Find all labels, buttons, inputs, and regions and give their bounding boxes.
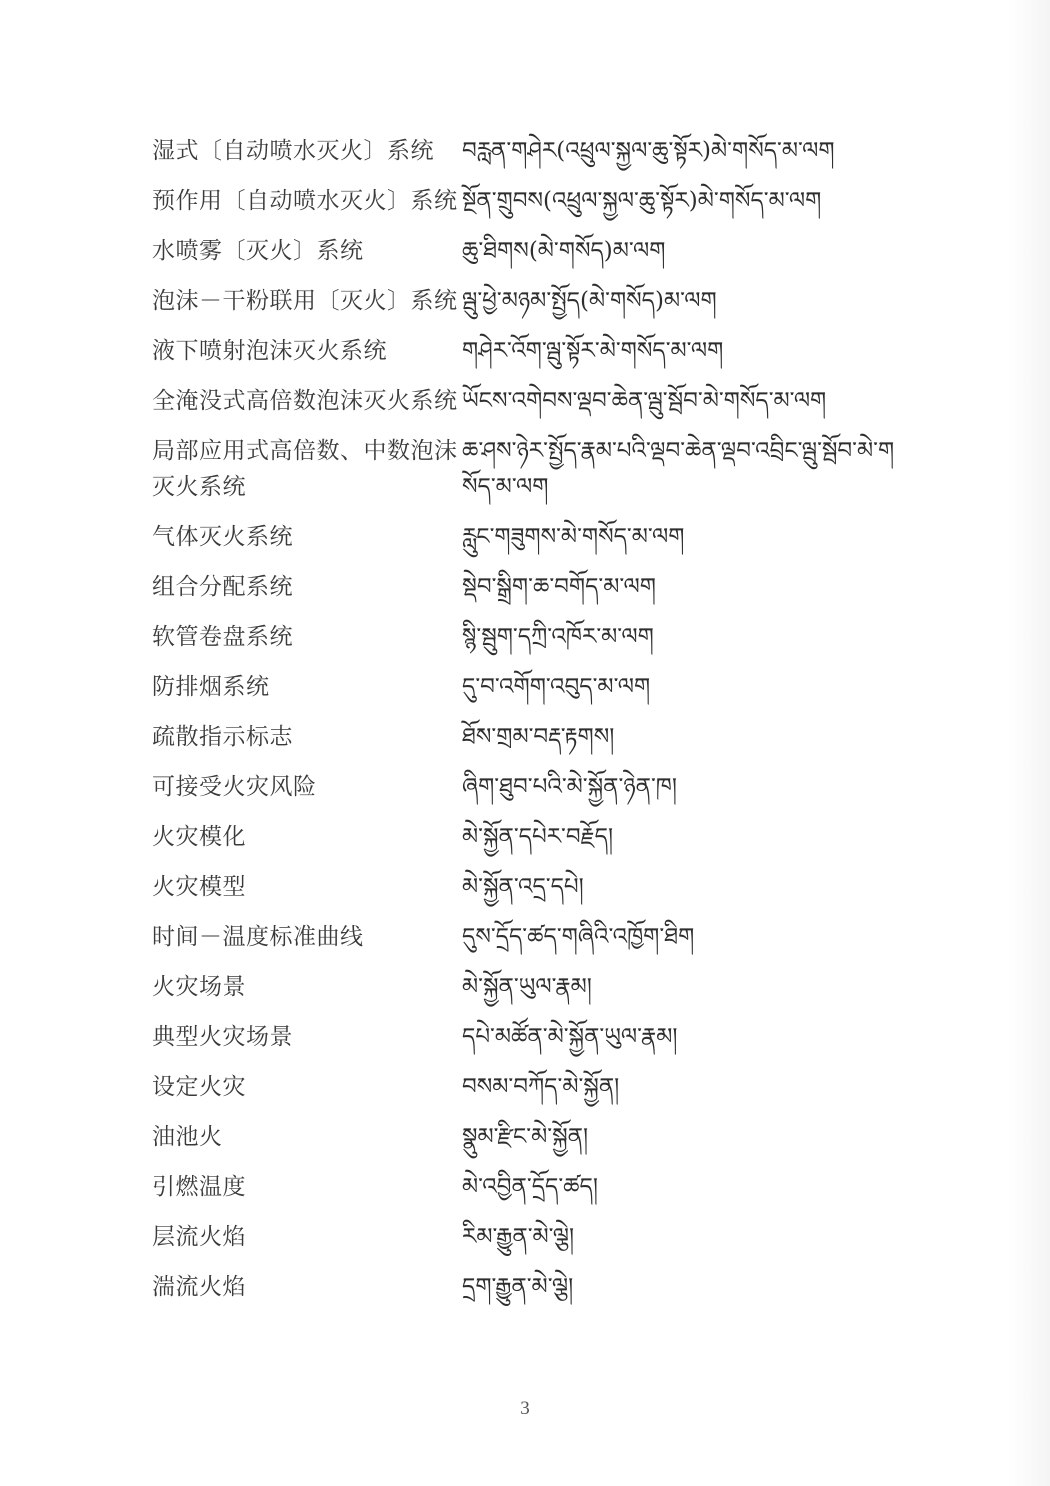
glossary-row xyxy=(152,428,912,514)
term-tibetan: ཡོངས་འགེབས་ལྡབ་ཆེན་ལྦུ་སྦོབ་མེ་གསོད་མ་ལག xyxy=(462,388,827,414)
term-tibetan: བསམ་བཀོད་མེ་སྐྱོན། xyxy=(462,1074,620,1100)
term-chinese: 全淹没式高倍数泡沫灭火系统 xyxy=(152,388,458,414)
term-chinese: 湍流火焰 xyxy=(152,1274,246,1300)
glossary-row xyxy=(152,278,912,328)
term-tibetan: དུས་དྲོད་ཚད་གཞིའི་འཁྱོག་ཐིག xyxy=(462,924,695,950)
glossary-row xyxy=(152,228,912,278)
term-tibetan: གཤེར་འོག་ལྦུ་སྟོར་མེ་གསོད་མ་ལག xyxy=(462,338,724,364)
term-chinese: 防排烟系统 xyxy=(152,674,270,700)
term-chinese: 火灾模化 xyxy=(152,824,246,850)
glossary-row xyxy=(152,1264,912,1314)
term-tibetan: རླུང་གཟུགས་མེ་གསོད་མ་ལག xyxy=(462,524,685,550)
glossary-list xyxy=(152,128,912,1314)
glossary-row xyxy=(152,178,912,228)
term-tibetan: མེ་སྐྱོན་དཔེར་བརྗོད། xyxy=(462,824,614,850)
term-tibetan: མེ་སྐྱོན་ཡུལ་རྣམ། xyxy=(462,974,592,1000)
glossary-row xyxy=(152,378,912,428)
glossary-row xyxy=(152,864,912,914)
term-tibetan: ཐོས་གྲམ་བརྡ་རྟགས། xyxy=(462,724,615,750)
term-tibetan: མེ་འབྱིན་དྲོད་ཚད། xyxy=(462,1174,598,1200)
term-tibetan: མེ་སྐྱོན་འདྲ་དཔེ། xyxy=(462,874,584,900)
term-tibetan: ཆ་ཤས་ཉེར་སྤྱོད་རྣམ་པའི་ལྡབ་ཆེན་ལྡབ་འབྲིང་ལྦུ་སྦོབ་མེ་གསོད་མ་ལག xyxy=(462,438,895,500)
term-tibetan: སྙི་སྦུག་དཀྲི་འཁོར་མ་ལག xyxy=(462,624,654,650)
glossary-row xyxy=(152,1014,912,1064)
term-tibetan: བརླན་གཤེར(འཕྲུལ་སྐྱལ་ཆུ་སྟོར)མེ་གསོད་མ་ལག xyxy=(462,138,835,164)
term-chinese: 湿式〔自动喷水灭火〕系统 xyxy=(152,138,434,164)
term-chinese: 局部应用式高倍数、中数泡沫灭火系统 xyxy=(152,438,458,500)
glossary-row xyxy=(152,1164,912,1214)
term-chinese: 泡沫－干粉联用〔灭火〕系统 xyxy=(152,288,458,314)
glossary-row xyxy=(152,564,912,614)
term-chinese: 可接受火灾风险 xyxy=(152,774,317,800)
glossary-row xyxy=(152,1064,912,1114)
glossary-row xyxy=(152,128,912,178)
term-chinese: 水喷雾〔灭火〕系统 xyxy=(152,238,364,264)
glossary-row xyxy=(152,1214,912,1264)
term-tibetan: ཞིག་ཐུབ་པའི་མེ་སྐྱོན་ཉེན་ཁ། xyxy=(462,774,678,800)
glossary-row xyxy=(152,1114,912,1164)
term-tibetan: དུ་བ་འགོག་འབུད་མ་ལག xyxy=(462,674,651,700)
term-chinese: 气体灭火系统 xyxy=(152,524,293,550)
term-tibetan: ལྦུ་ཕྱེ་མཉམ་སྤྱོད(མེ་གསོད)མ་ལག xyxy=(462,288,717,314)
term-chinese: 组合分配系统 xyxy=(152,574,293,600)
glossary-row xyxy=(152,764,912,814)
term-chinese: 油池火 xyxy=(152,1124,223,1150)
term-tibetan: སྔོན་གྲུབས(འཕྲུལ་སྐྱལ་ཆུ་སྟོར)མེ་གསོད་མ་ལག xyxy=(462,188,822,214)
term-chinese: 引燃温度 xyxy=(152,1174,246,1200)
term-chinese: 火灾模型 xyxy=(152,874,246,900)
term-chinese: 疏散指示标志 xyxy=(152,724,293,750)
glossary-row xyxy=(152,714,912,764)
glossary-row xyxy=(152,328,912,378)
glossary-row xyxy=(152,664,912,714)
term-chinese: 时间－温度标准曲线 xyxy=(152,924,364,950)
term-chinese: 火灾场景 xyxy=(152,974,246,1000)
glossary-row xyxy=(152,964,912,1014)
term-tibetan: རིམ་རྒྱུན་མེ་ལྕེ། xyxy=(462,1224,575,1250)
term-chinese: 设定火灾 xyxy=(152,1074,246,1100)
term-chinese: 预作用〔自动喷水灭火〕系统 xyxy=(152,188,458,214)
term-tibetan: དཔེ་མཚོན་མེ་སྐྱོན་ཡུལ་རྣམ། xyxy=(462,1024,678,1050)
term-tibetan: ཆུ་ཐིགས(མེ་གསོད)མ་ལག xyxy=(462,238,666,264)
term-tibetan: དྲག་རྒྱུན་མེ་ལྕེ། xyxy=(462,1274,574,1300)
term-tibetan: སྣུམ་རྫིང་མེ་སྐྱོན། xyxy=(462,1124,589,1150)
glossary-row xyxy=(152,814,912,864)
glossary-row xyxy=(152,514,912,564)
page-number: 3 xyxy=(520,1398,530,1419)
glossary-row xyxy=(152,914,912,964)
term-chinese: 层流火焰 xyxy=(152,1224,246,1250)
term-chinese: 软管卷盘系统 xyxy=(152,624,293,650)
term-tibetan: སྡེབ་སྒྲིག་ཆ་བགོད་མ་ལག xyxy=(462,574,656,600)
term-chinese: 典型火灾场景 xyxy=(152,1024,293,1050)
glossary-row xyxy=(152,614,912,664)
term-chinese: 液下喷射泡沫灭火系统 xyxy=(152,338,387,364)
